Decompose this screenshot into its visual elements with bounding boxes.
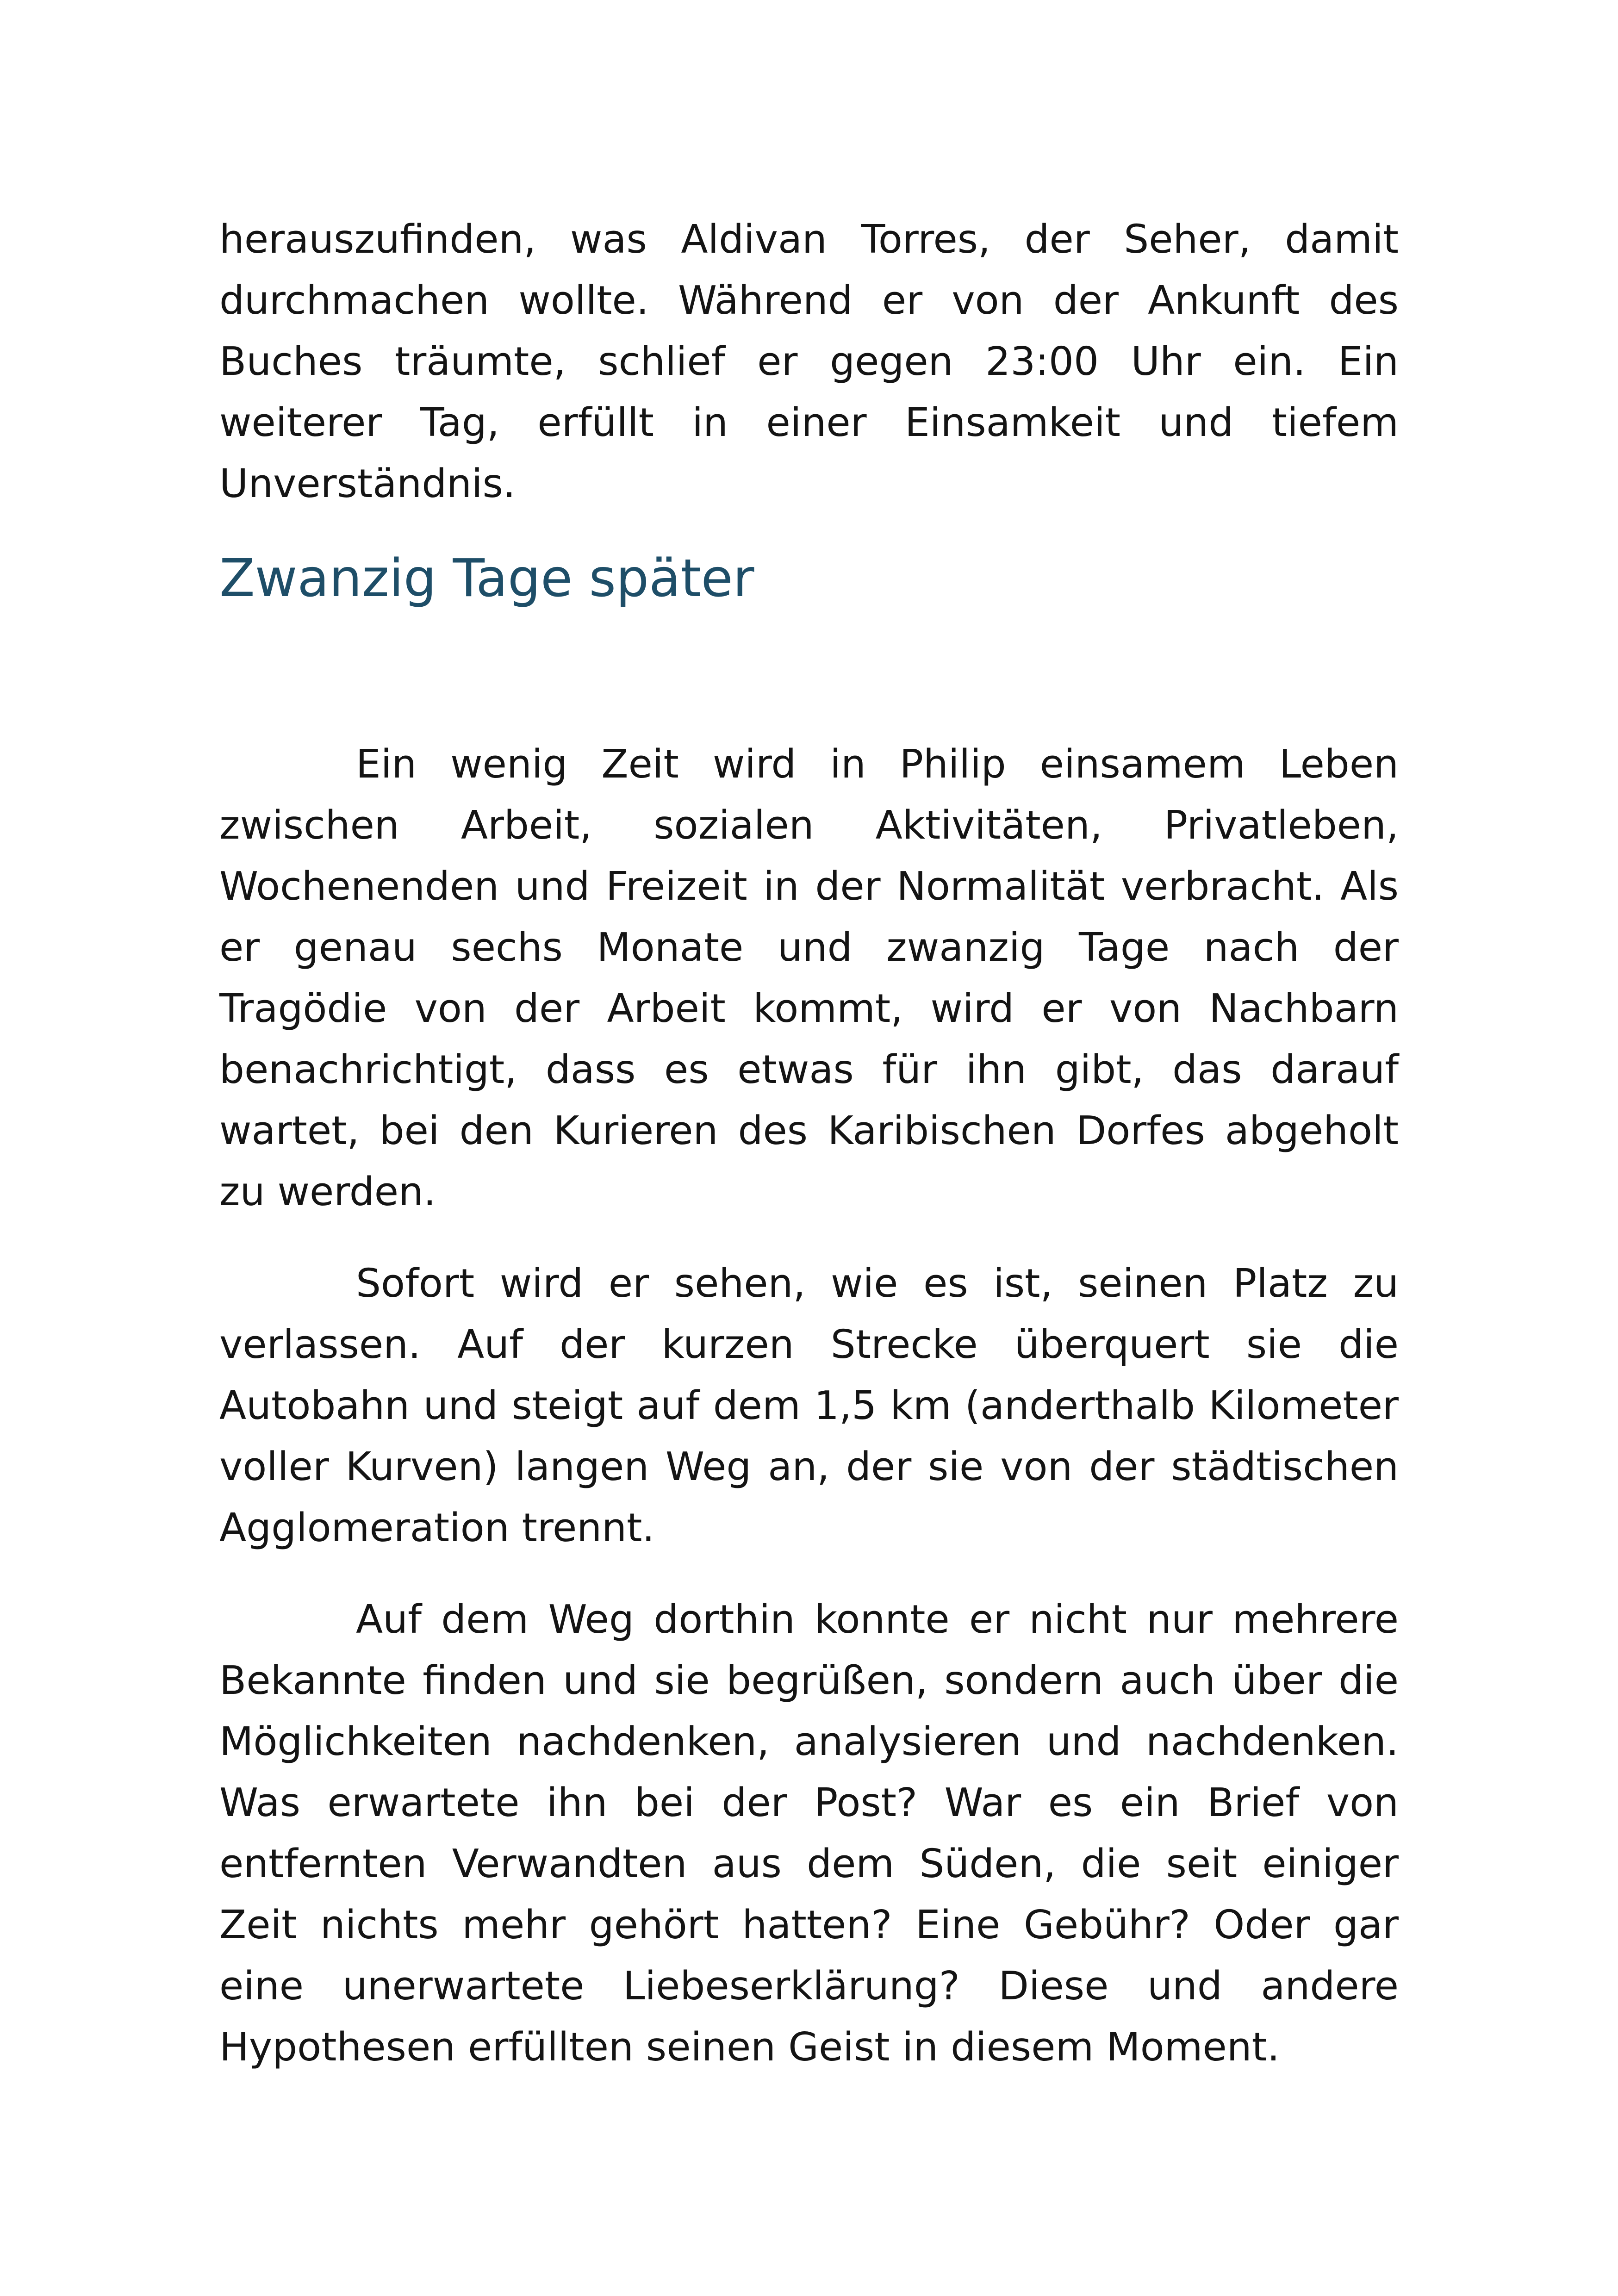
- paragraph: Auf dem Weg dorthin konnte er nicht nur mehrere Bekannte finden und sie begrüßen, sondern auch über die Möglichkeiten nachdenken, analysieren und nachdenken. Was erwartete ihn bei der Post? War es ein Brief von entfernten Verwandten aus dem Süden, die seit einiger Zeit nichts mehr gehört hatten? Eine Gebühr? Oder gar eine unerwartete Liebeserklärung? Diese und andere Hypothesen erfüllten seinen Geist in diesem Moment.: [219, 1597, 1399, 2070]
- section-heading: Zwanzig Tage später: [219, 548, 754, 609]
- paragraph: Ein wenig Zeit wird in Philip einsamem Leben zwischen Arbeit, sozialen Aktivitäten, Privatleben, Wochenenden und Freizeit in der Normalität verbracht. Als er genau sechs Monate und zwanzig Tage nach der Tragödie von der Arbeit kommt, wird er von Nachbarn benachrichtigt, dass es etwas für ihn gibt, das darauf wartet, bei den Kurieren des Karibischen Dorfes abgeholt zu werden.: [219, 741, 1399, 1215]
- page-content: [219, 209, 1399, 2078]
- paragraph-continued: herauszufinden, was Aldivan Torres, der Seher, damit durchmachen wollte. Während er von der Ankunft des Buches träumte, schlief er gegen 23:00 Uhr ein. Ein weiterer Tag, erfüllt in einer Einsamkeit und tiefem Unverständnis.: [219, 217, 1399, 507]
- paragraph: Sofort wird er sehen, wie es ist, seinen Platz zu verlassen. Auf der kurzen Strecke überquert sie die Autobahn und steigt auf dem 1,5 km (anderthalb Kilometer voller Kurven) langen Weg an, der sie von der städtischen Agglomeration trennt.: [219, 1261, 1399, 1551]
- section-spacer: [219, 611, 1399, 734]
